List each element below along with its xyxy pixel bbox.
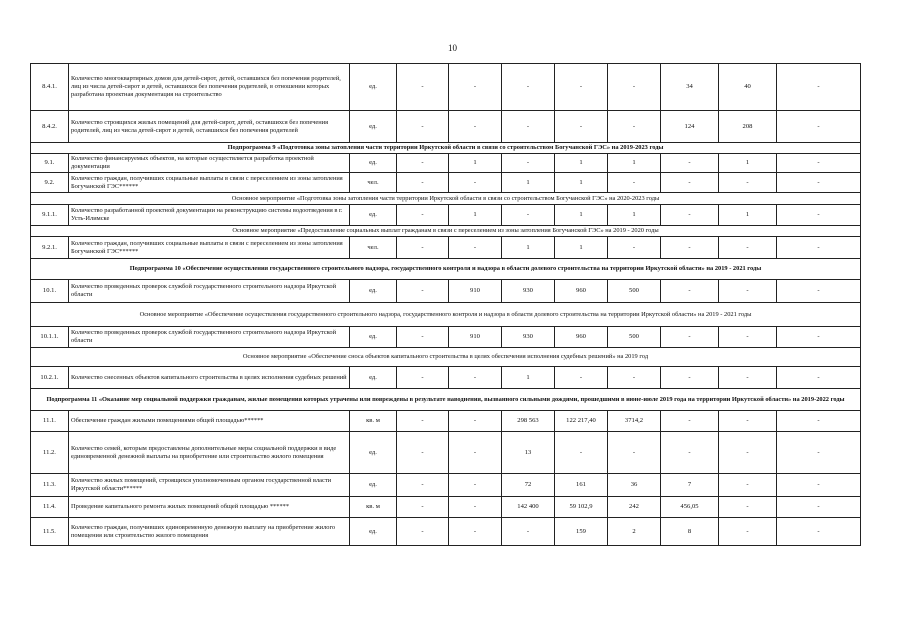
value-2018: - xyxy=(397,237,449,259)
value-2025: - xyxy=(777,411,861,432)
value-2022: - xyxy=(608,173,661,193)
unit: кв. м xyxy=(350,411,397,432)
value-2020: - xyxy=(502,205,555,226)
indicator-name: Количество проведенных проверок службой государственного строительного надзора Иркутской области xyxy=(69,280,350,303)
value-2022: - xyxy=(608,237,661,259)
value-2019: 910 xyxy=(449,327,502,348)
table-row xyxy=(31,432,861,474)
value-2018: - xyxy=(397,205,449,226)
value-2020: 1 xyxy=(502,367,555,389)
value-2022: 36 xyxy=(608,474,661,497)
value-2024: - xyxy=(719,173,777,193)
main-activity-title: Основное мероприятие «Обеспечение осуществления государственного строительного надзора, государственного контроля и надзора в области долевого строительства на территории Иркутской области» на 2019 - 2021 годы xyxy=(31,303,861,327)
value-2024: - xyxy=(719,411,777,432)
table-row xyxy=(31,280,861,303)
value-2024: - xyxy=(719,518,777,546)
value-2022: 500 xyxy=(608,280,661,303)
value-2018: - xyxy=(397,432,449,474)
subprogram-title: Подпрограмма 9 «Подготовка зоны затопления части территории Иркутской области в связи со строительством Богучанской ГЭС» на 2019-2023 годы xyxy=(31,143,861,154)
value-2022: 500 xyxy=(608,327,661,348)
table-row xyxy=(31,411,861,432)
table-row xyxy=(31,64,861,111)
value-2023: - xyxy=(661,367,719,389)
value-2022: - xyxy=(608,111,661,143)
main-activity-title: Основное мероприятие «Подготовка зоны затопления части территории Иркутской области в связи со строительством Богучанской ГЭС» на 2020-2023 годы xyxy=(31,193,861,205)
subprogram-header-row xyxy=(31,389,861,411)
value-2024: 1 xyxy=(719,154,777,173)
value-2019: - xyxy=(449,474,502,497)
value-2019: - xyxy=(449,367,502,389)
row-number: 10.2.1. xyxy=(31,367,69,389)
value-2019: 1 xyxy=(449,205,502,226)
unit: ед. xyxy=(350,205,397,226)
value-2022: - xyxy=(608,432,661,474)
row-number: 11.2. xyxy=(31,432,69,474)
value-2021: 122 217,40 xyxy=(555,411,608,432)
row-number: 11.3. xyxy=(31,474,69,497)
table-row xyxy=(31,205,861,226)
value-2021: - xyxy=(555,432,608,474)
value-2018: - xyxy=(397,497,449,518)
value-2021: 159 xyxy=(555,518,608,546)
value-2021: - xyxy=(555,64,608,111)
value-2023: 124 xyxy=(661,111,719,143)
indicator-name: Количество граждан, получивших социальные выплаты в связи с переселением из зоны затопления Богучанской ГЭС****** xyxy=(69,173,350,193)
value-2018: - xyxy=(397,411,449,432)
value-2019: - xyxy=(449,237,502,259)
table-row xyxy=(31,237,861,259)
value-2019: 910 xyxy=(449,280,502,303)
value-2024: - xyxy=(719,474,777,497)
unit: ед. xyxy=(350,474,397,497)
value-2020: 13 xyxy=(502,432,555,474)
value-2019: - xyxy=(449,64,502,111)
table-row xyxy=(31,327,861,348)
unit: ед. xyxy=(350,64,397,111)
table-row xyxy=(31,111,861,143)
value-2025: - xyxy=(777,432,861,474)
table-row xyxy=(31,173,861,193)
main-activity-row xyxy=(31,193,861,205)
value-2020: 1 xyxy=(502,237,555,259)
value-2021: 1 xyxy=(555,154,608,173)
value-2021: 1 xyxy=(555,173,608,193)
value-2024: - xyxy=(719,237,777,259)
value-2019: - xyxy=(449,111,502,143)
indicators-table xyxy=(30,63,861,546)
table-row xyxy=(31,518,861,546)
value-2018: - xyxy=(397,367,449,389)
value-2019: - xyxy=(449,173,502,193)
subprogram-header-row xyxy=(31,259,861,280)
value-2021: 1 xyxy=(555,205,608,226)
unit: чел. xyxy=(350,173,397,193)
value-2018: - xyxy=(397,280,449,303)
indicator-name: Количество граждан, получивших социальные выплаты в связи с переселением из зоны затопления Богучанской ГЭС****** xyxy=(69,237,350,259)
value-2020: 72 xyxy=(502,474,555,497)
indicator-name: Проведение капитального ремонта жилых помещений общей площадью ****** xyxy=(69,497,350,518)
main-activity-title: Основное мероприятие «Предоставление социальных выплат гражданам в связи с переселением из зоны затопления Богучанской ГЭС» на 2019 - 2020 годы xyxy=(31,226,861,237)
row-number: 11.4. xyxy=(31,497,69,518)
value-2020: 298 563 xyxy=(502,411,555,432)
value-2020: 930 xyxy=(502,327,555,348)
value-2025: - xyxy=(777,173,861,193)
main-activity-row xyxy=(31,226,861,237)
value-2021: 960 xyxy=(555,280,608,303)
row-number: 9.2.1. xyxy=(31,237,69,259)
value-2021: 1 xyxy=(555,237,608,259)
value-2025: - xyxy=(777,154,861,173)
value-2025: - xyxy=(777,64,861,111)
row-number: 11.5. xyxy=(31,518,69,546)
indicator-name: Количество снесенных объектов капитального строительства в целях исполнения судебных решений xyxy=(69,367,350,389)
value-2020: - xyxy=(502,518,555,546)
subprogram-header-row xyxy=(31,143,861,154)
row-number: 9.1.1. xyxy=(31,205,69,226)
value-2018: - xyxy=(397,173,449,193)
value-2018: - xyxy=(397,474,449,497)
value-2018: - xyxy=(397,327,449,348)
value-2018: - xyxy=(397,111,449,143)
value-2019: 1 xyxy=(449,154,502,173)
value-2023: - xyxy=(661,205,719,226)
value-2025: - xyxy=(777,280,861,303)
row-number: 11.1. xyxy=(31,411,69,432)
unit: ед. xyxy=(350,280,397,303)
value-2020: 930 xyxy=(502,280,555,303)
subprogram-title: Подпрограмма 11 «Оказание мер социальной поддержки гражданам, жилые помещения которых утрачены или повреждены в результате наводнения, вызванного сильными дождями, прошедшими в июне-июле 2019 года на территории Иркутской области» на 2019-2022 годы xyxy=(31,389,861,411)
value-2023: - xyxy=(661,280,719,303)
value-2023: 8 xyxy=(661,518,719,546)
value-2020: - xyxy=(502,64,555,111)
value-2018: - xyxy=(397,518,449,546)
value-2022: 242 xyxy=(608,497,661,518)
value-2022: 1 xyxy=(608,205,661,226)
value-2025: - xyxy=(777,205,861,226)
value-2022: 2 xyxy=(608,518,661,546)
row-number: 8.4.2. xyxy=(31,111,69,143)
table-row xyxy=(31,474,861,497)
row-number: 9.2. xyxy=(31,173,69,193)
value-2025: - xyxy=(777,518,861,546)
unit: ед. xyxy=(350,154,397,173)
value-2023: - xyxy=(661,327,719,348)
unit: ед. xyxy=(350,367,397,389)
unit: ед. xyxy=(350,111,397,143)
value-2025: - xyxy=(777,497,861,518)
main-activity-row xyxy=(31,303,861,327)
value-2021: 59 102,9 xyxy=(555,497,608,518)
indicator-name: Количество многоквартирных домов для детей-сирот, детей, оставшихся без попечения родителей, лиц из числа детей-сирот и детей, оставшихся без попечения родителей, в отношении которых разработана проектная документация на строительство xyxy=(69,64,350,111)
value-2023: - xyxy=(661,154,719,173)
value-2020: 1 xyxy=(502,173,555,193)
row-number: 9.1. xyxy=(31,154,69,173)
value-2021: - xyxy=(555,367,608,389)
value-2023: - xyxy=(661,432,719,474)
value-2024: - xyxy=(719,367,777,389)
value-2019: - xyxy=(449,497,502,518)
value-2023: - xyxy=(661,237,719,259)
value-2019: - xyxy=(449,518,502,546)
page-number: 10 xyxy=(448,43,457,53)
indicator-name: Количество граждан, получивших единовременную денежную выплату на приобретение жилого помещения или строительство жилого помещения xyxy=(69,518,350,546)
value-2019: - xyxy=(449,411,502,432)
subprogram-title: Подпрограмма 10 «Обеспечение осуществления государственного строительного надзора, государственного контроля и надзора в области долевого строительства на территории Иркутской области» на 2019 - 2021 годы xyxy=(31,259,861,280)
value-2021: - xyxy=(555,111,608,143)
value-2023: 34 xyxy=(661,64,719,111)
indicator-name: Количество семей, которым предоставлены дополнительные меры социальной поддержки в виде единовременной денежной выплаты на приобретение или строительство жилого помещения xyxy=(69,432,350,474)
indicator-name: Количество финансируемых объектов, на которые осуществляется разработка проектной документации xyxy=(69,154,350,173)
indicator-name: Количество разработанной проектной документации на реконструкцию системы водоотведения в г. Усть-Илимске xyxy=(69,205,350,226)
row-number: 10.1. xyxy=(31,280,69,303)
value-2018: - xyxy=(397,64,449,111)
value-2022: - xyxy=(608,367,661,389)
value-2023: 7 xyxy=(661,474,719,497)
table-row xyxy=(31,154,861,173)
indicator-name: Обеспечение граждан жилыми помещениями общей площадью****** xyxy=(69,411,350,432)
value-2024: 1 xyxy=(719,205,777,226)
value-2023: 456,05 xyxy=(661,497,719,518)
row-number: 8.4.1. xyxy=(31,64,69,111)
value-2024: 208 xyxy=(719,111,777,143)
value-2025: - xyxy=(777,111,861,143)
unit: чел. xyxy=(350,237,397,259)
value-2019: - xyxy=(449,432,502,474)
value-2025: - xyxy=(777,367,861,389)
unit: ед. xyxy=(350,518,397,546)
value-2020: - xyxy=(502,111,555,143)
unit: ед. xyxy=(350,432,397,474)
value-2025: - xyxy=(777,474,861,497)
value-2022: 1 xyxy=(608,154,661,173)
main-activity-row xyxy=(31,348,861,367)
value-2021: 960 xyxy=(555,327,608,348)
indicator-name: Количество проведенных проверок службой государственного строительного надзора Иркутской области xyxy=(69,327,350,348)
value-2020: - xyxy=(502,154,555,173)
value-2024: 40 xyxy=(719,64,777,111)
table-row xyxy=(31,497,861,518)
value-2024: - xyxy=(719,497,777,518)
value-2022: - xyxy=(608,64,661,111)
table-row xyxy=(31,367,861,389)
value-2025: - xyxy=(777,237,861,259)
indicator-name: Количество жилых помещений, строящихся уполномоченным органом государственной власти Иркутской области****** xyxy=(69,474,350,497)
row-number: 10.1.1. xyxy=(31,327,69,348)
value-2023: - xyxy=(661,411,719,432)
indicator-name: Количество строящихся жилых помещений для детей-сирот, детей, оставшихся без попечения родителей, лиц из числа детей-сирот и детей, оставшихся без попечения родителей xyxy=(69,111,350,143)
value-2018: - xyxy=(397,154,449,173)
value-2024: - xyxy=(719,432,777,474)
value-2025: - xyxy=(777,327,861,348)
value-2023: - xyxy=(661,173,719,193)
value-2021: 161 xyxy=(555,474,608,497)
value-2022: 3714,2 xyxy=(608,411,661,432)
value-2024: - xyxy=(719,280,777,303)
value-2024: - xyxy=(719,327,777,348)
main-activity-title: Основное мероприятие «Обеспечение сноса объектов капитального строительства в целях обеспечения исполнения судебных решений» на 2019 год xyxy=(31,348,861,367)
value-2020: 142 400 xyxy=(502,497,555,518)
unit: ед. xyxy=(350,327,397,348)
unit: кв. м xyxy=(350,497,397,518)
